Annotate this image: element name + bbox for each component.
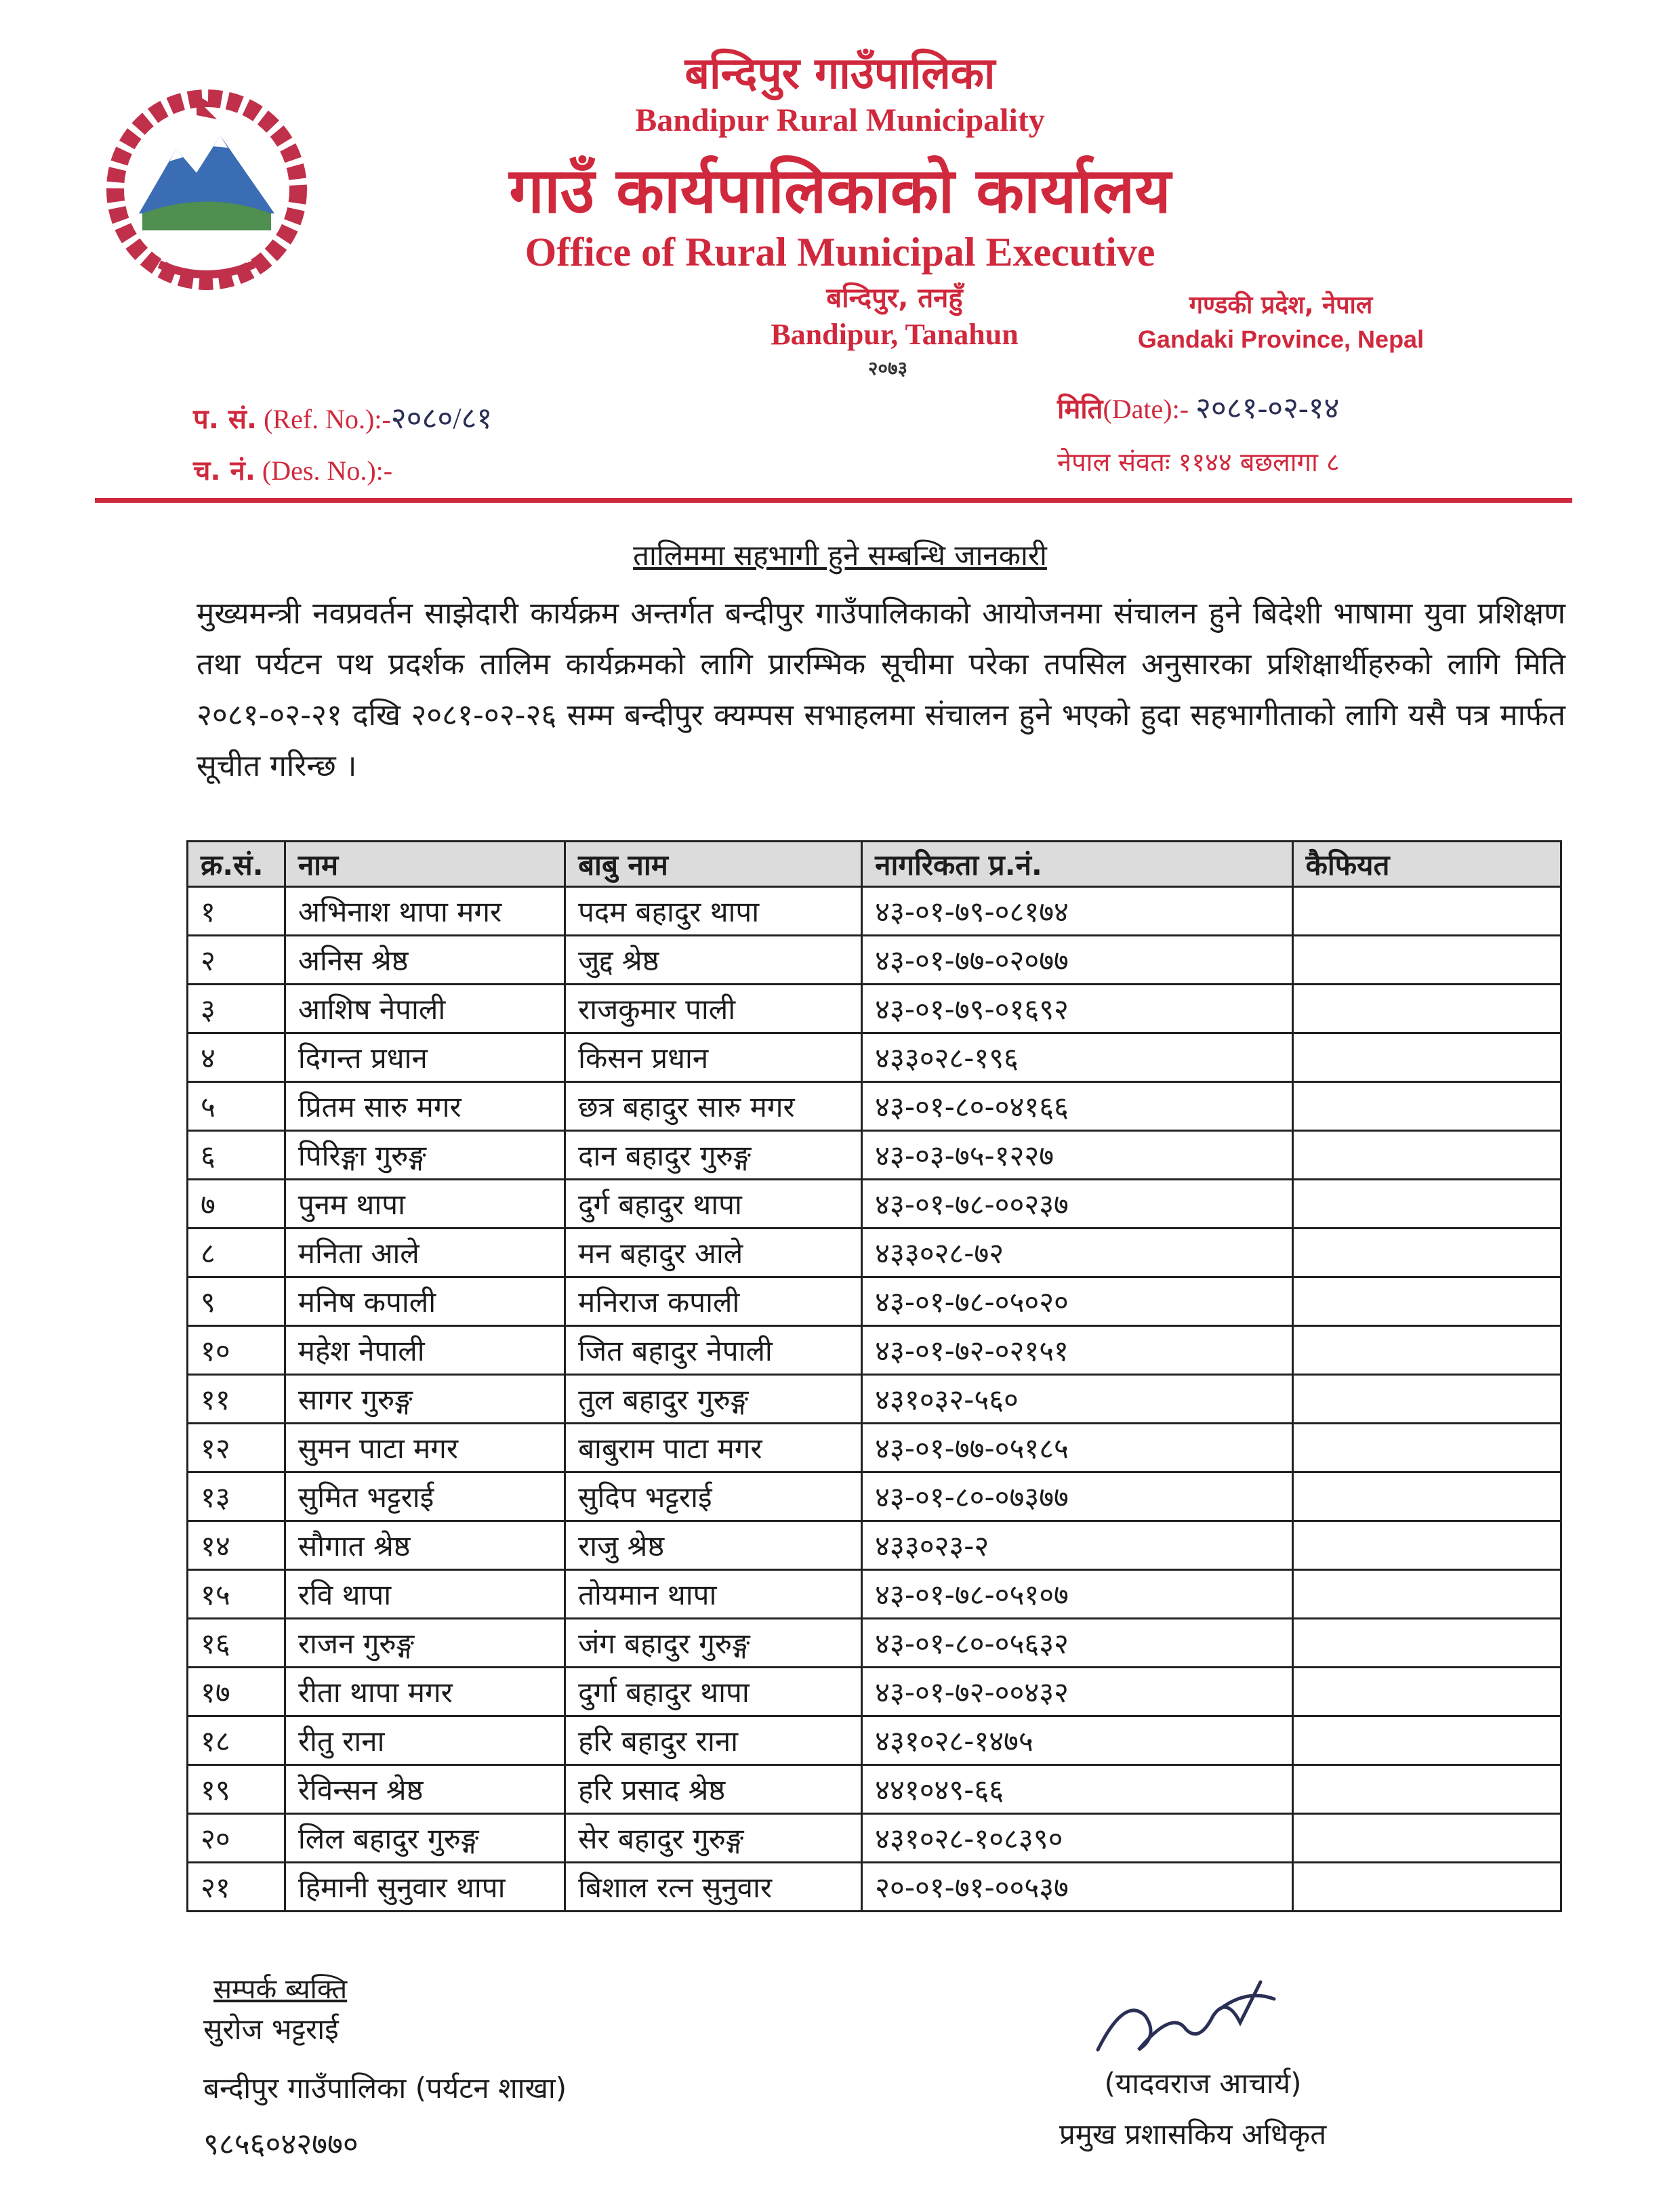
cell-citizenship-no: ४३-०३-७५-१२२७	[862, 1131, 1292, 1180]
letter-subject: तालिममा सहभागी हुने सम्बन्धि जानकारी	[633, 539, 1047, 572]
contact-name: सुरोज भट्टराई	[203, 2012, 339, 2046]
cell-father-name: हरि बहादुर राना	[565, 1716, 862, 1765]
cell-citizenship-no: ४३-०१-८०-०७३७७	[862, 1472, 1292, 1521]
table-row	[188, 1180, 1561, 1229]
cell-name: रीतु राना	[285, 1716, 565, 1765]
cell-father-name: जुद्द श्रेष्ठ	[565, 936, 862, 985]
cell-serial: ११	[188, 1375, 285, 1424]
table-row	[188, 1765, 1561, 1814]
cell-remarks	[1292, 985, 1561, 1033]
table-row	[188, 1326, 1561, 1375]
cell-father-name: बिशाल रत्न सुनुवार	[565, 1863, 862, 1912]
table-row	[188, 1814, 1561, 1863]
table-row	[188, 1033, 1561, 1082]
table-row	[188, 1668, 1561, 1716]
cell-remarks	[1292, 1180, 1561, 1229]
cell-father-name: सुदिप भट्टराई	[565, 1472, 862, 1521]
table-row	[188, 1521, 1561, 1570]
cell-remarks	[1292, 1326, 1561, 1375]
reference-number	[193, 396, 492, 437]
cell-father-name: छत्र बहादुर सारु मगर	[565, 1082, 862, 1131]
cell-name: हिमानी सुनुवार थापा	[285, 1863, 565, 1912]
cell-name: अभिनाश थापा मगर	[285, 887, 565, 936]
cell-name: आशिष नेपाली	[285, 985, 565, 1033]
table-row	[188, 1716, 1561, 1765]
cell-serial: १	[188, 887, 285, 936]
table-row	[188, 1863, 1561, 1912]
cell-name: मनिष कपाली	[285, 1277, 565, 1326]
cell-citizenship-no: ४३-०१-८०-०५६३२	[862, 1619, 1292, 1668]
cell-serial: २०	[188, 1814, 285, 1863]
contact-phone: ९८५६०४२७७०	[203, 2127, 358, 2162]
cell-serial: १३	[188, 1472, 285, 1521]
col-remarks: कैफियत	[1292, 842, 1561, 887]
contact-heading: सम्पर्क ब्यक्ति	[213, 1974, 348, 2005]
cell-remarks	[1292, 1668, 1561, 1716]
cell-name: दिगन्त प्रधान	[285, 1033, 565, 1082]
cell-remarks	[1292, 936, 1561, 985]
cell-name: रेविन्सन श्रेष्ठ	[285, 1765, 565, 1814]
table-row	[188, 985, 1561, 1033]
cell-serial: ९	[188, 1277, 285, 1326]
table-row	[188, 1277, 1561, 1326]
cell-serial: १६	[188, 1619, 285, 1668]
cell-citizenship-no: ४३-०१-७८-०५१०७	[862, 1570, 1292, 1619]
cell-serial: ६	[188, 1131, 285, 1180]
cell-citizenship-no: ४३-०१-७८-०५०२०	[862, 1277, 1292, 1326]
province-nepali: गण्डकी प्रदेश, नेपाल	[1189, 291, 1373, 319]
cell-name: रीता थापा मगर	[285, 1668, 565, 1716]
cell-name: लिल बहादुर गुरुङ्ग	[285, 1814, 565, 1863]
cell-remarks	[1292, 1131, 1561, 1180]
cell-remarks	[1292, 1277, 1561, 1326]
cell-citizenship-no: ४३१०२८-१४७५	[862, 1716, 1292, 1765]
cell-name: सौगात श्रेष्ठ	[285, 1521, 565, 1570]
cell-serial: २	[188, 936, 285, 985]
cell-serial: १७	[188, 1668, 285, 1716]
table-body	[188, 887, 1561, 1912]
province-english: Gandaki Province, Nepal	[1137, 325, 1425, 353]
cell-citizenship-no: ४३-०१-७८-००२३७	[862, 1180, 1292, 1229]
letter-body: मुख्यमन्त्री नवप्रवर्तन साझेदारी कार्यक्रम अन्तर्गत बन्दीपुर गाउँपालिकाको आयोजनमा संचालन हुने बिदेशी भाषामा युवा प्रशिक्षण तथा पर्यटन पथ प्रदर्शक तालिम कार्यक्रमको लागि प्रारम्भिक सूचीमा परेका तपसिल अनुसारका प्रशिक्षार्थीहरुको लागि मिति २०८१-०२-२१ दखि २०८१-०२-२६ सम्म बन्दीपुर क्यम्पस सभाहलमा संचालन हुने भएको हुदा सहभागीताको लागि यसै पत्र मार्फत सूचीत गरिन्छ ।	[197, 596, 1565, 783]
ref-value: २०८०/८१	[390, 402, 493, 435]
cell-serial: ३	[188, 985, 285, 1033]
cell-name: रवि थापा	[285, 1570, 565, 1619]
col-father-name: बाबु नाम	[565, 842, 862, 887]
cell-serial: ४	[188, 1033, 285, 1082]
cell-name: प्रितम सारु मगर	[285, 1082, 565, 1131]
municipality-name-nepali: बन्दिपुर गाउँपालिका	[684, 49, 996, 99]
cell-serial: ५	[188, 1082, 285, 1131]
cell-citizenship-no: ४३-०१-७७-०५१८५	[862, 1424, 1292, 1472]
cell-citizenship-no: ४३३०२८-७२	[862, 1229, 1292, 1277]
cell-father-name: मन बहादुर आले	[565, 1229, 862, 1277]
cell-serial: २१	[188, 1863, 285, 1912]
date-label-np: मिति	[1057, 394, 1103, 425]
cell-name: सुमित भट्टराई	[285, 1472, 565, 1521]
cell-father-name: सेर बहादुर गुरुङ्ग	[565, 1814, 862, 1863]
address-nepali: बन्दिपुर, तनहुँ	[826, 283, 963, 314]
cell-citizenship-no: ४३-०१-७९-०८१७४	[862, 887, 1292, 936]
date-value: २०८१-०२-१४	[1195, 392, 1340, 425]
cell-name: राजन गुरुङ्ग	[285, 1619, 565, 1668]
participant-table	[186, 840, 1562, 1912]
cell-citizenship-no: ४३-०१-७२-०२१५१	[862, 1326, 1292, 1375]
cell-name: अनिस श्रेष्ठ	[285, 936, 565, 985]
cell-citizenship-no: ४३१०२८-१०८३९०	[862, 1814, 1292, 1863]
cell-remarks	[1292, 1229, 1561, 1277]
cell-citizenship-no: २०-०१-७१-००५३७	[862, 1863, 1292, 1912]
table-row	[188, 887, 1561, 936]
cell-remarks	[1292, 1570, 1561, 1619]
cell-name: मनिता आले	[285, 1229, 565, 1277]
office-name-english: Office of Rural Municipal Executive	[525, 230, 1155, 274]
cell-remarks	[1292, 1765, 1561, 1814]
cell-remarks	[1292, 887, 1561, 936]
letter-date	[1057, 386, 1339, 427]
col-serial: क्र.सं.	[188, 842, 285, 887]
cell-father-name: पदम बहादुर थापा	[565, 887, 862, 936]
cell-citizenship-no: ४३-०१-७२-००४३२	[862, 1668, 1292, 1716]
cell-father-name: जंग बहादुर गुरुङ्ग	[565, 1619, 862, 1668]
cell-serial: १४	[188, 1521, 285, 1570]
table-row	[188, 1619, 1561, 1668]
cell-serial: ७	[188, 1180, 285, 1229]
cell-serial: १२	[188, 1424, 285, 1472]
despatch-number	[193, 451, 392, 488]
table-row	[188, 1082, 1561, 1131]
col-citizenship-no: नागरिकता प्र.नं.	[862, 842, 1292, 887]
cell-name: सागर गुरुङ्ग	[285, 1375, 565, 1424]
cell-remarks	[1292, 1863, 1561, 1912]
table-row	[188, 1375, 1561, 1424]
col-name: नाम	[285, 842, 565, 887]
cell-father-name: जित बहादुर नेपाली	[565, 1326, 862, 1375]
cell-father-name: हरि प्रसाद श्रेष्ठ	[565, 1765, 862, 1814]
cell-father-name: राजकुमार पाली	[565, 985, 862, 1033]
cell-citizenship-no: ४३१०३२-५६०	[862, 1375, 1292, 1424]
cell-remarks	[1292, 1424, 1561, 1472]
cell-name: पिरिङ्गा गुरुङ्ग	[285, 1131, 565, 1180]
cell-name: पुनम थापा	[285, 1180, 565, 1229]
date-label-en: (Date):-	[1103, 394, 1189, 424]
cell-remarks	[1292, 1375, 1561, 1424]
contact-office: बन्दीपुर गाउँपालिका (पर्यटन शाखा)	[203, 2071, 567, 2105]
cell-father-name: बाबुराम पाटा मगर	[565, 1424, 862, 1472]
cell-remarks	[1292, 1716, 1561, 1765]
cell-serial: ८	[188, 1229, 285, 1277]
cell-father-name: मनिराज कपाली	[565, 1277, 862, 1326]
cell-name: सुमन पाटा मगर	[285, 1424, 565, 1472]
address-english: Bandipur, Tanahun	[771, 318, 1019, 351]
cell-remarks	[1292, 1033, 1561, 1082]
cell-citizenship-no: ४३३०२३-२	[862, 1521, 1292, 1570]
cell-serial: १५	[188, 1570, 285, 1619]
cell-citizenship-no: ४३-०१-८०-०४१६६	[862, 1082, 1292, 1131]
cell-citizenship-no: ४४१०४९-६६	[862, 1765, 1292, 1814]
des-label-np: च. नं.	[193, 455, 255, 487]
cell-serial: १८	[188, 1716, 285, 1765]
cell-serial: १०	[188, 1326, 285, 1375]
established-year: २०७३	[867, 357, 908, 379]
table-row	[188, 1424, 1561, 1472]
signer-title: प्रमुख प्रशासकिय अधिकृत	[1059, 2118, 1327, 2151]
cell-remarks	[1292, 1619, 1561, 1668]
table-row	[188, 1472, 1561, 1521]
ref-label-np: प. सं.	[193, 404, 258, 435]
cell-father-name: तोयमान थापा	[565, 1570, 862, 1619]
ref-label-en: (Ref. No.):-	[264, 404, 391, 434]
table-row	[188, 1570, 1561, 1619]
cell-name: महेश नेपाली	[285, 1326, 565, 1375]
table-row	[188, 936, 1561, 985]
cell-serial: १९	[188, 1765, 285, 1814]
signer-name: (यादवराज आचार्य)	[1104, 2067, 1302, 2100]
cell-father-name: राजु श्रेष्ठ	[565, 1521, 862, 1570]
cell-remarks	[1292, 1814, 1561, 1863]
cell-remarks	[1292, 1472, 1561, 1521]
table-row	[188, 1229, 1561, 1277]
cell-father-name: दुर्ग बहादुर थापा	[565, 1180, 862, 1229]
nepal-samvat-date: नेपाल संवतः ११४४ बछलागा ८	[1057, 447, 1340, 477]
cell-citizenship-no: ४३-०१-७७-०२०७७	[862, 936, 1292, 985]
cell-father-name: दुर्गा बहादुर थापा	[565, 1668, 862, 1716]
office-name-nepali: गाउँ कार्यपालिकाको कार्यालय	[509, 154, 1171, 227]
cell-citizenship-no: ४३-०१-७९-०१६९२	[862, 985, 1292, 1033]
letterhead-divider	[95, 498, 1572, 503]
cell-father-name: तुल बहादुर गुरुङ्ग	[565, 1375, 862, 1424]
des-label-en: (Des. No.):-	[262, 455, 393, 486]
cell-father-name: दान बहादुर गुरुङ्ग	[565, 1131, 862, 1180]
cell-father-name: किसन प्रधान	[565, 1033, 862, 1082]
cell-remarks	[1292, 1082, 1561, 1131]
table-header-row	[188, 842, 1561, 887]
signature-icon	[1084, 1968, 1288, 2070]
cell-citizenship-no: ४३३०२८-१९६	[862, 1033, 1292, 1082]
municipality-name-english: Bandipur Rural Municipality	[635, 102, 1045, 138]
table-row	[188, 1131, 1561, 1180]
cell-remarks	[1292, 1521, 1561, 1570]
